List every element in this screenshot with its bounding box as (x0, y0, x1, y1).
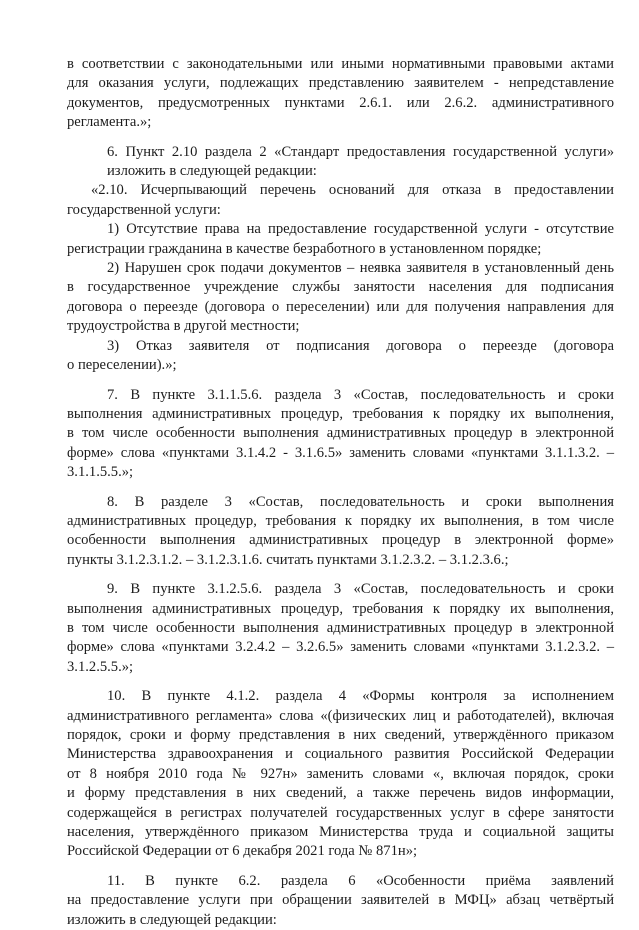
paragraph-item-9 (67, 580, 614, 677)
text-line: 3.1.2.5.5.»; (67, 658, 134, 675)
text-line: 2) Нарушен срок подачи документов – неявка заявителя в установленный день (107, 260, 614, 277)
text-line: форме» слова «пунктами 3.2.4.2 – 3.2.6.5» заменить словами «пунктами 3.1.2.3.2. – (67, 639, 614, 656)
text-line: 9. В пункте 3.1.2.5.6. раздела 3 «Состав, последовательность и сроки (107, 581, 614, 598)
text-line: содержащейся в регистрах получателей государственных услуг в сфере занятости (67, 804, 614, 821)
text-line: выполнения административных процедур, требования к порядку их выполнения, (67, 405, 614, 422)
paragraph-item-11 (67, 872, 614, 930)
text-line: пункты 3.1.2.3.1.2. – 3.1.2.3.1.6. считать пунктами 3.1.2.3.2. – 3.1.2.3.6.; (67, 551, 509, 568)
text-line: 8. В разделе 3 «Состав, последовательность и сроки выполнения (107, 493, 614, 510)
text-line: 1) Отсутствие права на предоставление государственной услуги - отсутствие (107, 221, 614, 238)
text-line: в том числе особенности выполнения административных процедур в электронной (67, 425, 614, 442)
text-line: от 8 ноября 2010 года № 927н» заменить словами «, включая порядок, сроки (67, 765, 614, 782)
paragraph-item-6-clause (67, 181, 614, 220)
text-line: 11. В пункте 6.2. раздела 6 «Особенности приёма заявлений (107, 872, 614, 889)
paragraph-item-10 (67, 687, 614, 862)
text-line: для оказания услуги, подлежащих представлению заявителем - непредставление (67, 75, 614, 92)
text-line: договора о переезде (договора о переселении) или для получения направления для (67, 298, 614, 315)
text-line: трудоустройства в другой местности; (67, 318, 300, 335)
text-line: 3) Отказ заявителя от подписания договора о переезде (договора (107, 337, 614, 354)
text-line: государственной услуги: (67, 201, 221, 218)
text-line: о переселении).»; (67, 357, 177, 374)
text-line: регламента.»; (67, 114, 152, 131)
text-line: «2.10. Исчерпывающий перечень оснований для отказа в предоставлении (91, 182, 614, 199)
text-line: на предоставление услуги при обращении заявителей в МФЦ» абзац четвёртый (67, 892, 614, 909)
paragraph-item-6 (67, 143, 614, 182)
paragraph-item-6-sub2 (67, 259, 614, 337)
text-line: административных процедур, требования к порядку их выполнения, в том числе (67, 512, 614, 529)
text-line: Министерства здравоохранения и социального развития Российской Федерации (67, 746, 614, 763)
paragraph-item-6-sub3 (67, 337, 614, 376)
text-line: Российской Федерации от 6 декабря 2021 года № 871н»; (67, 843, 418, 860)
text-line: выполнения административных процедур, требования к порядку их выполнения, (67, 600, 614, 617)
paragraph-continuation (67, 55, 614, 133)
text-line: 3.1.1.5.5.»; (67, 464, 134, 481)
text-line: документов, предусмотренных пунктами 2.6.1. или 2.6.2. административного (67, 94, 614, 111)
text-line: порядок, сроки и форму представления в них сведений, утверждённого приказом (67, 727, 614, 743)
text-line: 6. Пункт 2.10 раздела 2 «Стандарт предоставления государственной услуги» (107, 143, 614, 160)
text-line: населения, утверждённого приказом Министерства труда и социальной защиты (67, 824, 614, 841)
paragraph-item-7 (67, 386, 614, 483)
text-line: изложить в следующей редакции: (67, 911, 277, 928)
text-line: 10. В пункте 4.1.2. раздела 4 «Формы контроля за исполнением (107, 688, 614, 705)
text-line: в том числе особенности выполнения административных процедур в электронной (67, 619, 614, 636)
text-line: 7. В пункте 3.1.1.5.6. раздела 3 «Состав, последовательность и сроки (107, 386, 614, 403)
text-line: административного регламента» слова «(физических лиц и работодателей), включая (67, 707, 614, 724)
text-line: и форму представления в них сведений, а также перечень видов информации, (67, 785, 614, 802)
paragraph-item-6-sub1 (67, 220, 614, 259)
text-line: особенности выполнения административных процедур в электронной форме» (67, 532, 614, 549)
paragraph-item-8 (67, 493, 614, 571)
text-line: регистрации гражданина в качестве безработного в установленном порядке; (67, 240, 542, 257)
text-line: в государственное учреждение службы занятости населения для подписания (67, 279, 614, 296)
text-line: изложить в следующей редакции: (107, 163, 317, 180)
text-line: в соответствии с законодательными или иными нормативными правовыми актами (67, 56, 614, 72)
text-line: форме» слова «пунктами 3.1.4.2 - 3.1.6.5» заменить словами «пунктами 3.1.1.3.2. – (67, 444, 614, 461)
